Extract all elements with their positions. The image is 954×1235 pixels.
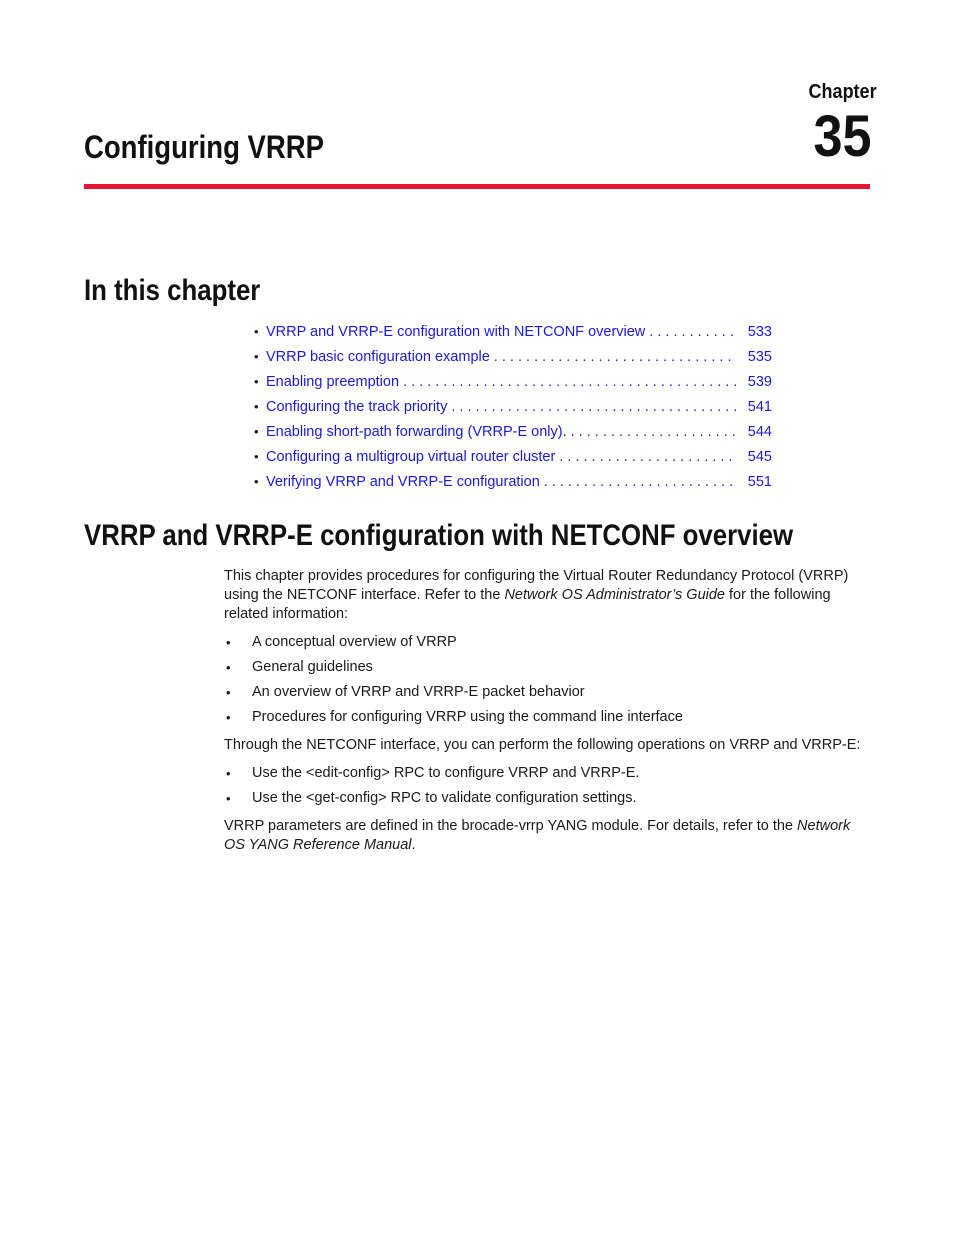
bullet-icon: • [226,635,231,650]
toc-page-number[interactable]: 551 [747,474,772,490]
toc-link[interactable]: Verifying VRRP and VRRP-E configuration [266,474,540,490]
list-item: • Procedures for configuring VRRP using the command line interface [226,709,683,725]
bullet-icon: • [226,710,231,725]
toc-item[interactable] [254,322,772,347]
list-item: • A conceptual overview of VRRP [226,634,457,650]
chapter-label: Chapter [808,81,877,103]
related-info-list [224,633,864,733]
toc-item[interactable] [254,397,772,422]
toc-link[interactable]: VRRP and VRRP-E configuration with NETCONF overview [266,324,646,340]
overview-heading: VRRP and VRRP-E configuration with NETCONF overview [84,519,794,552]
bullet-icon: • [254,449,259,464]
toc-page-number[interactable]: 544 [747,424,772,440]
bullet-icon: • [254,399,259,414]
chapter-title: Configuring VRRP [84,129,325,165]
dot-leader [544,472,736,492]
toc-item[interactable] [254,447,772,472]
list-item: • General guidelines [226,659,373,675]
dot-leader [571,422,736,442]
dot-leader [649,322,736,342]
toc-page-number[interactable]: 541 [747,399,772,415]
yang-paragraph: VRRP parameters are defined in the brocade-vrrp YANG module. For details, refer to the Network OS YANG Reference Manual. [224,818,851,853]
list-item: • Use the <get-config> RPC to validate configuration settings. [226,790,637,806]
toc-page-number[interactable]: 539 [747,374,772,390]
list-item: • Use the <edit-config> RPC to configure VRRP and VRRP-E. [226,765,640,781]
toc-page-number[interactable]: 535 [747,349,772,365]
toc-link[interactable]: Enabling preemption [266,374,400,390]
toc-link[interactable]: Configuring the track priority [266,399,448,415]
intro-paragraph: This chapter provides procedures for configuring the Virtual Router Redundancy Protocol (VRRP) using the NETCONF interface. Refer to the Network OS Administrator’s Guide for the following related information: [224,568,849,622]
operations-list [224,764,864,814]
list-item: • An overview of VRRP and VRRP-E packet behavior [226,684,585,700]
bullet-icon: • [254,374,259,389]
toc-item[interactable] [254,422,772,447]
toc-link[interactable]: Enabling short-path forwarding (VRRP-E only). [266,424,567,440]
dot-leader [403,372,736,392]
toc-item[interactable] [254,372,772,397]
bullet-icon: • [254,349,259,364]
chapter-number: 35 [813,104,872,169]
toc-heading: In this chapter [84,274,261,307]
dot-leader [451,397,736,417]
operations-paragraph: Through the NETCONF interface, you can perform the following operations on VRRP and VRRP-E: [224,737,861,753]
toc-link[interactable]: VRRP basic configuration example [266,349,490,365]
bullet-icon: • [254,474,259,489]
bullet-icon: • [226,791,231,806]
toc-item[interactable] [254,347,772,372]
toc-page-number[interactable]: 545 [747,449,772,465]
bullet-icon: • [226,766,231,781]
overview-body [224,567,864,855]
bullet-icon: • [254,424,259,439]
dot-leader [494,347,736,367]
bullet-icon: • [226,685,231,700]
toc-list [254,322,772,497]
toc-link[interactable]: Configuring a multigroup virtual router cluster [266,449,556,465]
toc-page-number[interactable]: 533 [747,324,772,340]
title-rule [84,184,870,189]
toc-item[interactable] [254,472,772,497]
bullet-icon: • [226,660,231,675]
bullet-icon: • [254,324,259,339]
dot-leader [559,447,736,467]
